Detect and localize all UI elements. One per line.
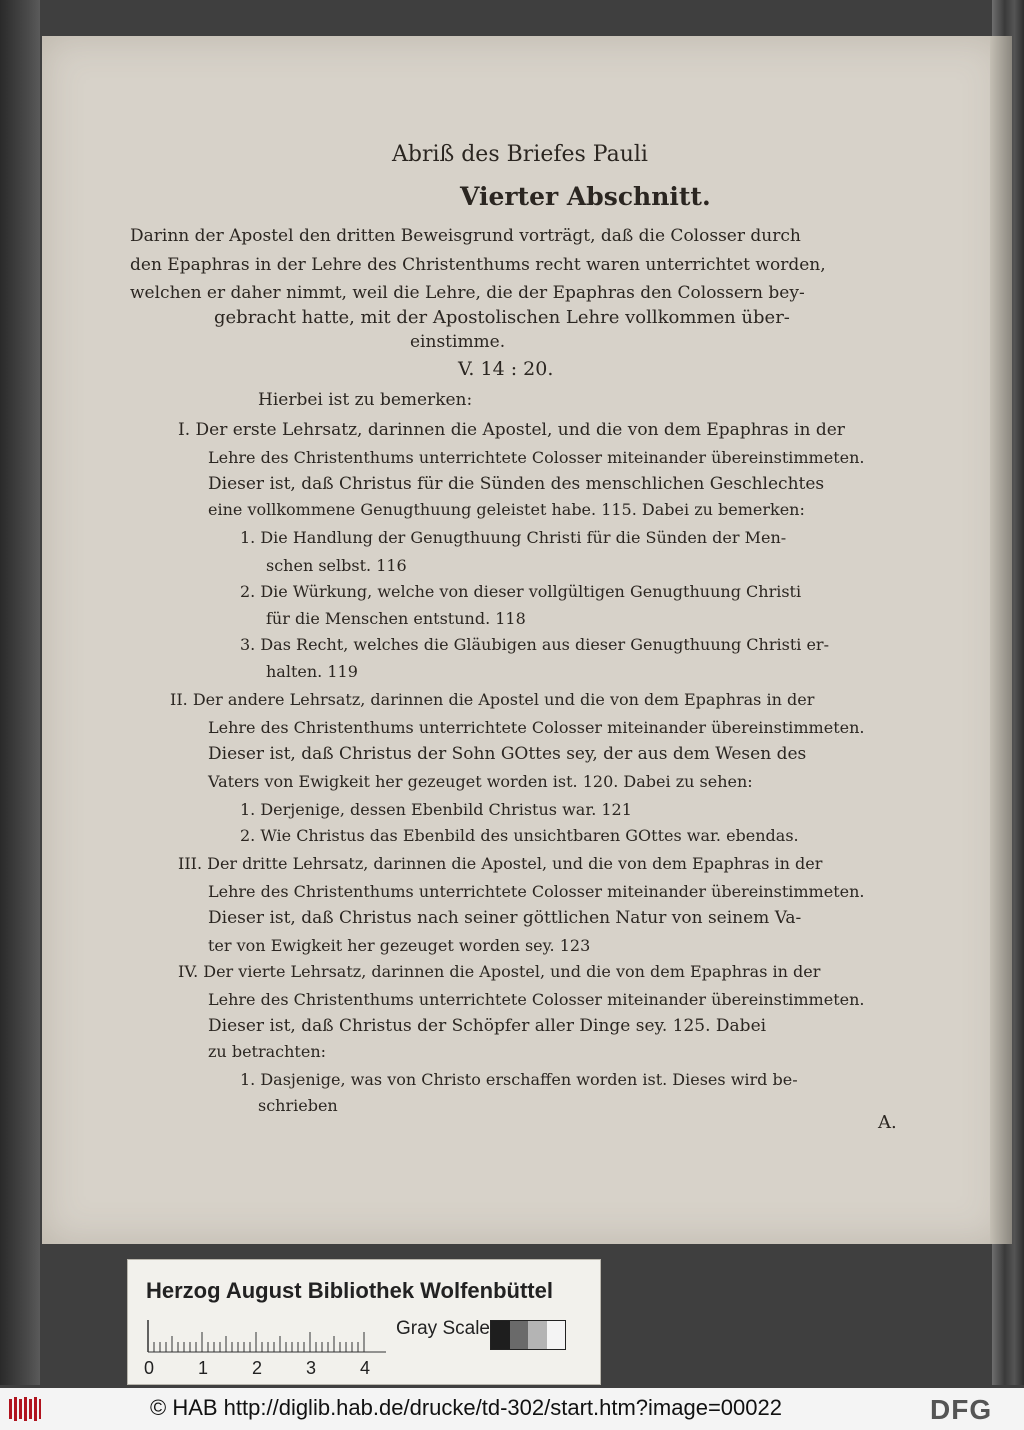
body-line: Lehre des Christenthums unterrichtete Colosser miteinander übereinstimmeten.	[208, 990, 865, 1009]
ruler-label: 1	[198, 1358, 209, 1378]
body-line: ter von Ewigkeit her gezeuget worden sey. 123	[208, 936, 591, 955]
library-card	[127, 1259, 601, 1385]
ruler-label: 4	[360, 1358, 371, 1378]
summary-line: Darinn der Apostel den dritten Beweisgrund vorträgt, daß die Colosser durch	[130, 226, 801, 246]
body-line: IV. Der vierte Lehrsatz, darinnen die Apostel, und die von dem Epaphras in der	[178, 962, 821, 981]
body-line: Lehre des Christenthums unterrichtete Colosser miteinander übereinstimmeten.	[208, 718, 865, 737]
body-line: zu betrachten:	[208, 1042, 327, 1061]
body-line: halten. 119	[266, 662, 358, 681]
body-line: Lehre des Christenthums unterrichtete Colosser miteinander übereinstimmeten.	[208, 882, 865, 901]
source-url-text: © HAB http://diglib.hab.de/drucke/td-302/start.htm?image=00022	[150, 1395, 782, 1420]
body-line: eine vollkommene Genugthuung geleistet habe. 115. Dabei zu bemerken:	[208, 500, 805, 519]
body-line: II. Der andere Lehrsatz, darinnen die Apostel und die von dem Epaphras in der	[170, 690, 815, 709]
body-line: 2. Die Würkung, welche von dieser vollgültigen Genugthuung Christi	[240, 582, 802, 601]
running-head: Abriß des Briefes Pauli	[392, 142, 648, 167]
body-line: 1. Derjenige, dessen Ebenbild Christus war. 121	[240, 800, 632, 819]
body-line: Dieser ist, daß Christus der Sohn GOttes sey, der aus dem Wesen des	[208, 744, 807, 764]
library-name: Herzog August Bibliothek Wolfenbüttel	[146, 1278, 553, 1303]
ruler-label: 3	[306, 1358, 317, 1378]
page-edge-shadow	[990, 36, 1012, 1244]
intro-text: Hierbei ist zu bemerken:	[258, 390, 473, 410]
gray-scale-label: Gray Scale	[396, 1318, 490, 1339]
scan-background-left	[0, 0, 40, 1385]
book-page	[42, 36, 1004, 1244]
ruler-label: 0	[144, 1358, 155, 1378]
body-line: schen selbst. 116	[266, 556, 407, 575]
body-line: 1. Dasjenige, was von Christo erschaffen worden ist. Dieses wird be-	[240, 1070, 798, 1089]
body-line: Dieser ist, daß Christus nach seiner göttlichen Natur von seinem Va-	[208, 908, 802, 928]
body-line: Lehre des Christenthums unterrichtete Colosser miteinander übereinstimmeten.	[208, 448, 865, 467]
body-line: Dieser ist, daß Christus für die Sünden des menschlichen Geschlechtes	[208, 474, 825, 494]
catchword: A.	[878, 1112, 897, 1133]
body-line: 2. Wie Christus das Ebenbild des unsichtbaren GOttes war. ebendas.	[240, 826, 799, 845]
body-line: 3. Das Recht, welches die Gläubigen aus dieser Genugthuung Christi er-	[240, 635, 829, 654]
hab-logo-icon	[8, 1396, 42, 1422]
body-line: III. Der dritte Lehrsatz, darinnen die Apostel, und die von dem Epaphras in der	[178, 854, 823, 873]
body-line: I. Der erste Lehrsatz, darinnen die Apostel, und die von dem Epaphras in der	[178, 420, 845, 440]
section-title: Vierter Abschnitt.	[460, 182, 711, 211]
gray-scale-swatch	[490, 1320, 566, 1350]
body-line: für die Menschen entstund. 118	[266, 609, 526, 628]
footer-bar	[0, 1388, 1024, 1430]
summary-line: welchen er daher nimmt, weil die Lehre, die der Epaphras den Colossern bey-	[130, 283, 805, 303]
summary-line: gebracht hatte, mit der Apostolischen Lehre vollkommen über-	[214, 307, 790, 328]
summary-line: den Epaphras in der Lehre des Christenthums recht waren unterrichtet worden,	[130, 255, 826, 275]
body-line: Vaters von Ewigkeit her gezeuget worden ist. 120. Dabei zu sehen:	[208, 772, 753, 791]
ruler-label: 2	[252, 1358, 263, 1378]
body-line: Dieser ist, daß Christus der Schöpfer aller Dinge sey. 125. Dabei	[208, 1016, 767, 1036]
body-line: schrieben	[258, 1096, 338, 1115]
ruler-scale	[142, 1318, 392, 1378]
summary-line: einstimme.	[410, 332, 506, 352]
body-line: 1. Die Handlung der Genugthuung Christi für die Sünden der Men-	[240, 528, 787, 547]
dfg-logo: DFG	[930, 1394, 993, 1425]
verse-reference: V. 14 : 20.	[458, 358, 554, 380]
